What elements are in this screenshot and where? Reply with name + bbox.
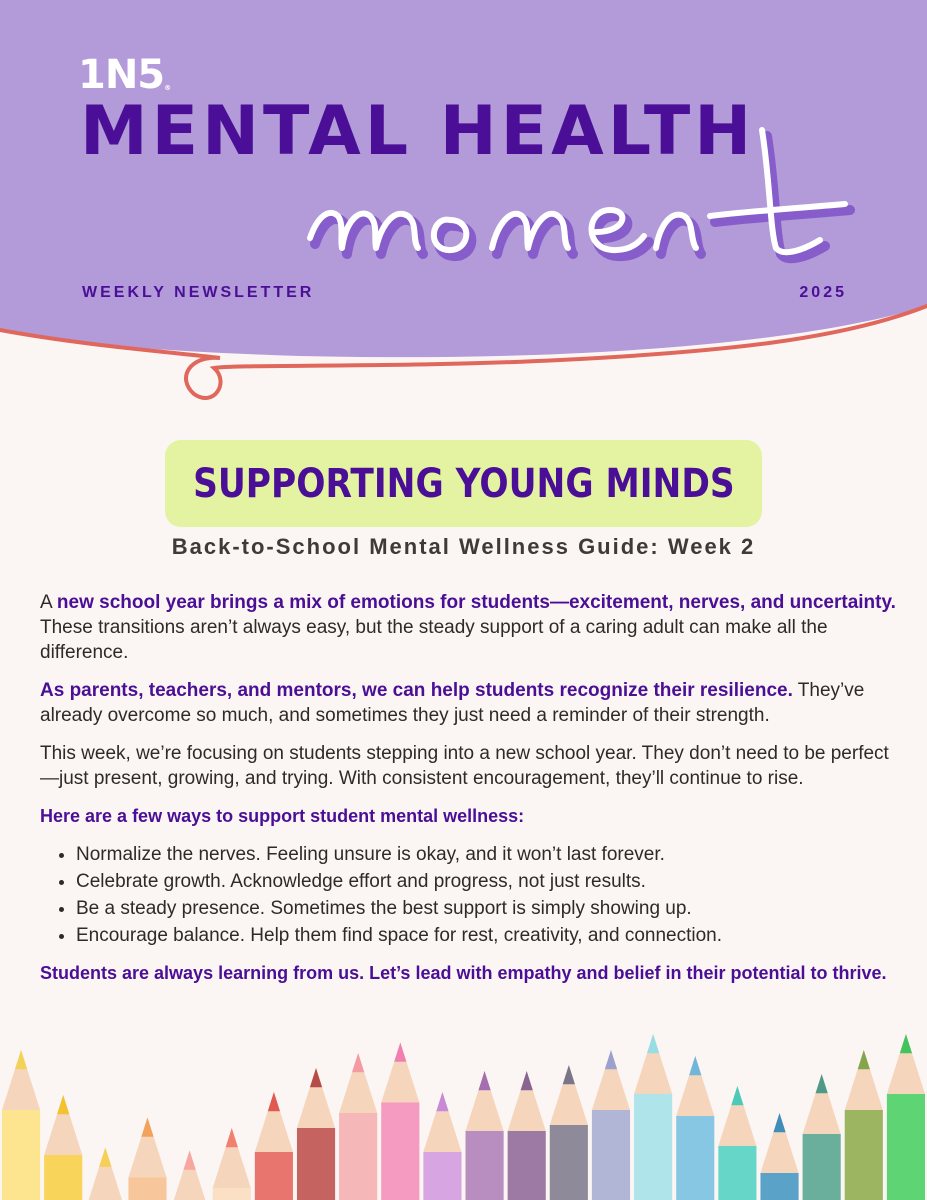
pencil-tip — [394, 1043, 406, 1062]
pencil-tip — [310, 1068, 322, 1087]
pencil-body — [255, 1152, 293, 1200]
pencil — [803, 1074, 841, 1200]
list-heading: Here are a few ways to support student mental wellness: — [40, 806, 525, 826]
pencil-body — [339, 1113, 377, 1200]
paragraph-intro — [40, 590, 900, 665]
pencil — [2, 1050, 40, 1200]
pencil-tip — [57, 1095, 69, 1114]
paragraph-intro-lead: A — [40, 592, 57, 613]
paragraph-resilience-rest: They’ve already overcome so much, and sometimes they just need a reminder of their strength. — [40, 680, 865, 726]
pencil-tip — [99, 1148, 111, 1167]
pencil — [466, 1071, 504, 1200]
pencil-body — [44, 1155, 82, 1200]
pencil — [339, 1053, 377, 1200]
section-subtitle: Back-to-School Mental Wellness Guide: Week 2 — [171, 534, 756, 559]
tips-list — [40, 842, 900, 948]
pencil-tip — [352, 1053, 364, 1072]
article-body — [40, 590, 900, 999]
pencil — [423, 1092, 461, 1200]
pencil-tip — [731, 1086, 743, 1105]
pencil-body — [634, 1094, 672, 1200]
newsletter-title: MENTAL HEALTH — [80, 92, 756, 171]
pencil-body — [466, 1131, 504, 1200]
pencil-tip — [563, 1065, 575, 1084]
pencil-body — [592, 1110, 630, 1200]
pencil-body — [508, 1131, 546, 1200]
pencil-tip — [226, 1128, 238, 1147]
pencil-body — [550, 1125, 588, 1200]
pencil — [213, 1128, 251, 1200]
pencil-body — [718, 1146, 756, 1200]
pencil-tip — [436, 1092, 448, 1111]
colored-pencils-decoration — [0, 1030, 927, 1200]
pencil — [634, 1034, 672, 1200]
pencil — [592, 1050, 630, 1200]
brand-logo-text: 1N5 — [78, 52, 165, 98]
pencil — [845, 1050, 883, 1200]
pencil-tip — [184, 1151, 196, 1170]
pencil — [128, 1118, 166, 1200]
pencil-tip — [689, 1056, 701, 1075]
pencil-tip — [268, 1092, 280, 1111]
pencil — [255, 1092, 293, 1200]
registered-mark: ® — [164, 84, 171, 92]
pencil-tip — [858, 1050, 870, 1069]
pencil-tip — [816, 1074, 828, 1093]
pencil-tip — [478, 1071, 490, 1090]
pencil-body — [297, 1128, 335, 1200]
pencil — [550, 1065, 588, 1200]
pencil-tip — [141, 1118, 153, 1137]
pencil — [44, 1095, 82, 1200]
section-heading: SUPPORTING YOUNG MINDS — [192, 460, 735, 507]
pencil-tip — [773, 1113, 785, 1132]
pencil-body — [803, 1134, 841, 1200]
list-item: • Encourage balance. Help them find space for rest, creativity, and connection. — [76, 923, 900, 948]
list-item: • Be a steady presence. Sometimes the best support is simply showing up. — [76, 896, 900, 921]
pencil — [676, 1056, 714, 1200]
pencil-body — [887, 1094, 925, 1200]
pencil — [381, 1043, 419, 1200]
pencil-tip — [521, 1071, 533, 1090]
pencil-body — [128, 1178, 166, 1200]
pencil-tip — [900, 1034, 912, 1053]
pencil-tip — [15, 1050, 27, 1069]
pencil — [718, 1086, 756, 1200]
pencil — [171, 1151, 209, 1200]
paragraph-intro-rest: These transitions aren’t always easy, but the steady support of a caring adult can make all the difference. — [40, 617, 828, 663]
pencil-tip — [605, 1050, 617, 1069]
script-word-moment — [300, 120, 860, 290]
paragraph-resilience-highlight: As parents, teachers, and mentors, we can help students recognize their resilience. — [40, 680, 793, 701]
section-heading-pill — [165, 440, 762, 527]
pencil-body — [760, 1173, 798, 1200]
pencil — [887, 1034, 925, 1200]
pencil — [508, 1071, 546, 1200]
pencil-body — [213, 1188, 251, 1200]
closing-statement: Students are always learning from us. Let’s lead with empathy and belief in their potential to thrive. — [40, 963, 887, 983]
pencil — [297, 1068, 335, 1200]
edition-year: 2025 — [799, 284, 847, 301]
pencil-body — [2, 1110, 40, 1200]
paragraph-resilience — [40, 678, 900, 728]
pencil-body — [381, 1103, 419, 1200]
paragraph-intro-highlight: new school year brings a mix of emotions for students—excitement, nerves, and uncertainty. — [56, 592, 896, 613]
pencil-body — [845, 1110, 883, 1200]
list-item: • Celebrate growth. Acknowledge effort and progress, not just results. — [76, 869, 900, 894]
pencil — [760, 1113, 798, 1200]
pencil-body — [676, 1116, 714, 1200]
edition-label: WEEKLY NEWSLETTER — [82, 284, 315, 301]
paragraph-focus: This week, we’re focusing on students stepping into a new school year. They don’t need to be perfect—just present, growing, and trying. With consistent encouragement, they’ll continue to rise. — [40, 743, 889, 789]
pencil — [86, 1148, 124, 1200]
list-item: • Normalize the nerves. Feeling unsure is okay, and it won’t last forever. — [76, 842, 900, 867]
pencil-body — [423, 1152, 461, 1200]
pencil-tip — [647, 1034, 659, 1053]
